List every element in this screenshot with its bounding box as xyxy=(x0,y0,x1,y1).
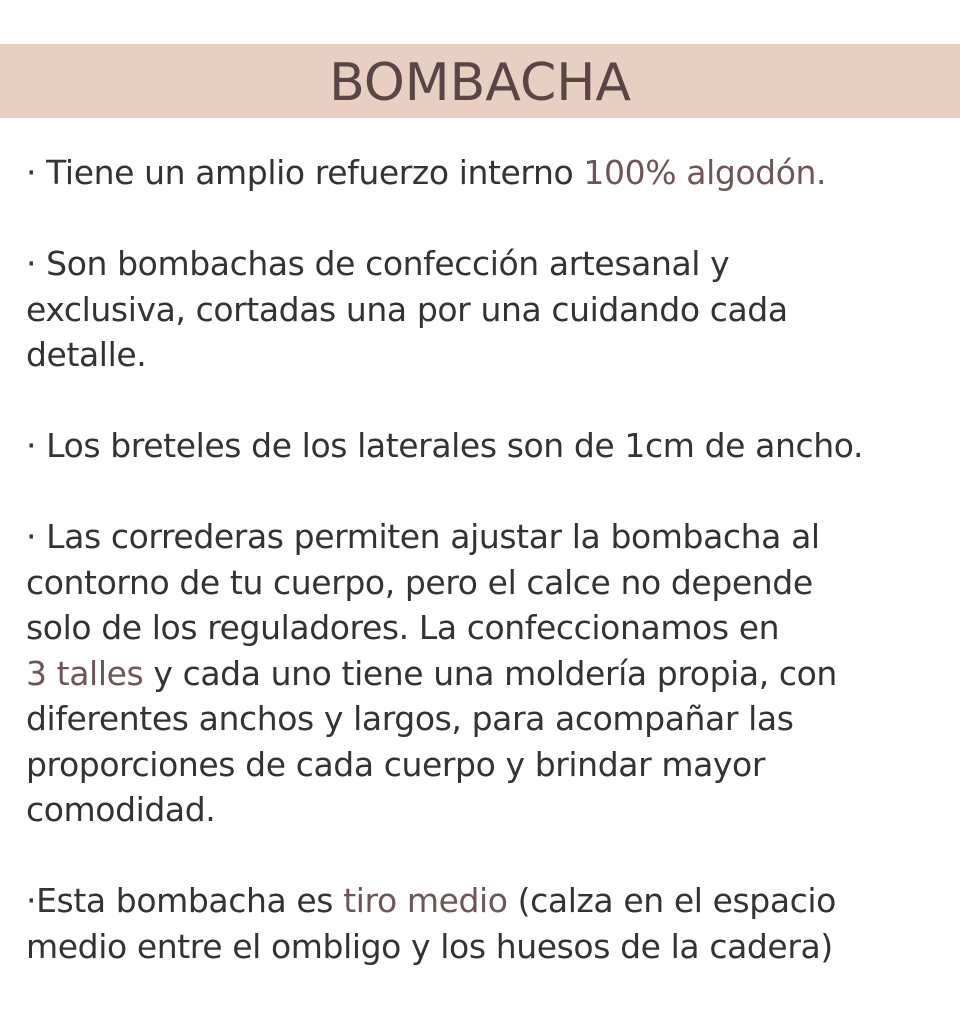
product-description xyxy=(26,150,950,969)
paragraph-line: comodidad. xyxy=(26,790,216,829)
paragraph-line: solo de los reguladores. La confeccionamos en xyxy=(26,608,780,647)
page-title: BOMBACHA xyxy=(329,53,631,113)
highlight-rise: tiro medio xyxy=(343,881,508,920)
paragraph-line xyxy=(26,150,950,196)
paragraph-line: detalle. xyxy=(26,335,147,374)
highlight-sizes: 3 talles xyxy=(26,653,144,693)
paragraph-line: diferentes anchos y largos, para acompañar las xyxy=(26,699,794,738)
paragraph-line: exclusiva, cortadas una por una cuidando cada xyxy=(26,289,788,329)
paragraph-spacer xyxy=(26,378,950,424)
paragraph-spacer xyxy=(26,196,950,242)
paragraph-spacer xyxy=(26,833,950,879)
paragraph-line: · Son bombachas de confección artesanal y xyxy=(26,244,730,283)
paragraph-line: proporciones de cada cuerpo y brindar mayor xyxy=(26,744,765,784)
text-segment: y cada uno tiene una moldería propia, con xyxy=(143,653,837,693)
text-segment: (calza en el espacio xyxy=(507,881,836,920)
title-banner xyxy=(0,44,960,118)
paragraph-spacer xyxy=(26,469,950,515)
paragraph-line xyxy=(26,651,950,697)
text-segment: ·Esta bombacha es xyxy=(26,881,344,920)
text-segment: . xyxy=(816,153,827,192)
paragraph-line: contorno de tu cuerpo, pero el calce no depende xyxy=(26,562,813,602)
paragraph-handmade xyxy=(26,241,950,378)
paragraph-line: medio entre el ombligo y los huesos de la cadera) xyxy=(26,926,833,966)
paragraph-line: · Los breteles de los laterales son de 1cm de ancho. xyxy=(26,426,864,465)
paragraph-rise xyxy=(26,878,950,969)
paragraph-line xyxy=(26,878,950,924)
paragraph-straps xyxy=(26,423,950,469)
paragraph-material xyxy=(26,150,950,196)
paragraph-line: · Las correderas permiten ajustar la bombacha al xyxy=(26,517,820,556)
highlight-material: 100% algodón xyxy=(583,153,817,192)
text-segment: · Tiene un amplio refuerzo interno xyxy=(26,153,584,192)
paragraph-sizes xyxy=(26,514,950,833)
